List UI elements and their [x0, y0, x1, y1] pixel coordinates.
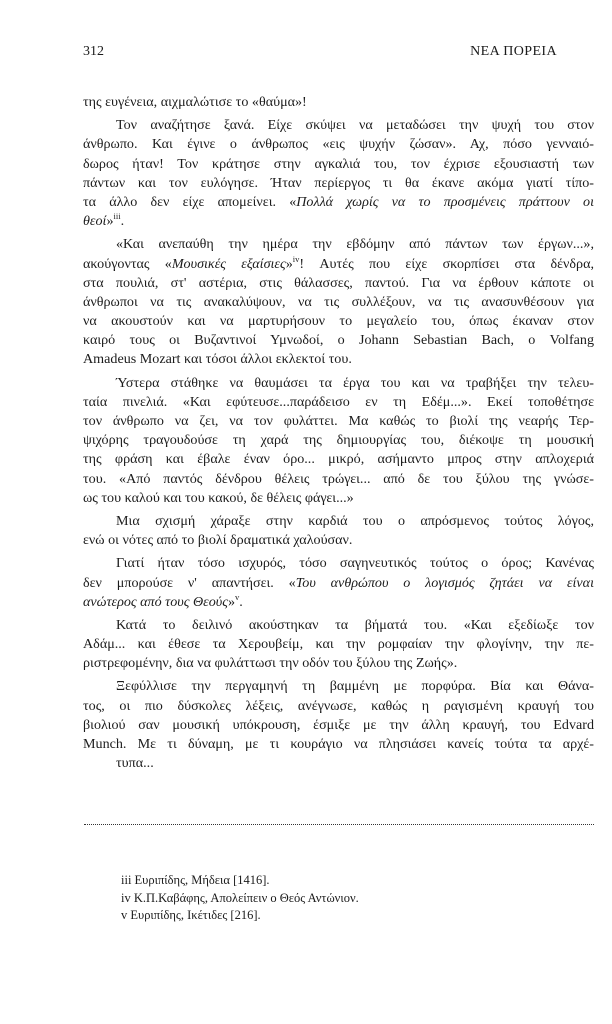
footnote-iv: iv Κ.Π.Καβάφης, Απολείπειν ο Θεός Αντώνιον.	[121, 890, 359, 905]
italic-quote: Μουσικές εξαίσιες	[171, 255, 286, 272]
text-run: ριστρεφομένην, δια να φυλάττωσι την οδόν του ξύλου της Ζωής».	[83, 655, 458, 672]
text-run: δωρος ήταν! Τον κράτησε στην αγκαλιά του, τον έχρισε εξουσιαστή των	[83, 155, 594, 172]
text-run: τα άλλο δεν είχε απομείνει. «	[83, 193, 297, 210]
text-run: καιρό τους οι Βυζαντινοί Υμνωδοί, ο Johann Sebastian Bach, ο Volfang	[83, 332, 594, 349]
text-run: ψιχόρης τραγουδούσε τη χαρά της δημιουργίας του, διέκοψε τη μουσική	[83, 432, 594, 449]
text-line	[83, 450, 594, 469]
text-line	[83, 135, 594, 154]
text-line	[83, 193, 594, 212]
text-line	[83, 735, 594, 754]
footnote-marker: v	[234, 592, 240, 602]
text-line	[83, 716, 594, 735]
text-line	[83, 93, 594, 112]
text-line	[83, 116, 594, 135]
text-line	[83, 155, 594, 174]
italic-quote: Του ανθρώπου ο λογισμός ζητάει να είναι	[295, 574, 594, 591]
italic-quote: Πολλά χωρίς να το προσμένεις πράττουν οι	[296, 193, 594, 210]
text-line	[83, 255, 594, 274]
body-text	[83, 93, 594, 773]
text-line	[83, 374, 594, 393]
text-line	[83, 331, 594, 350]
text-run: »	[227, 593, 235, 610]
text-run: Τον αναζήτησε ξανά. Είχε σκύψει να μεταδώσει την ψυχή του στον	[116, 117, 594, 134]
text-run: «Και ανεπαύθη την ημέρα την εβδόμην από πάντων των έργων...»,	[116, 236, 594, 253]
text-line	[83, 654, 594, 673]
text-line	[83, 393, 594, 412]
text-run: »	[106, 213, 114, 230]
italic-quote: θεοί	[83, 213, 107, 230]
text-line	[83, 174, 594, 193]
text-run: Αδάμ... και έθεσε τα Χερουβείμ, και την ρομφαίαν την φλογίνην, την πε-	[83, 636, 594, 653]
text-run: Ύστερα στάθηκε να θαυμάσει τα έργα του και να τραβήξει την τελευ-	[116, 374, 594, 391]
text-run: ! Αυτές που είχε σκορπίσει στα δένδρα,	[299, 255, 594, 272]
text-line	[83, 754, 594, 773]
text-run: τος, οι πιο δύσκολες λέξεις, ανέγνωσε, καθώς η ραγισμένη κραυγή του	[83, 697, 594, 714]
text-line	[83, 697, 594, 716]
footnotes	[121, 872, 359, 925]
text-run: »	[285, 255, 293, 272]
footnote-iii: iii Ευριπίδης, Μήδεια [1416].	[121, 873, 270, 887]
text-line	[83, 512, 594, 531]
text-run: Γιατί ήταν τόσο ισχυρός, τόσο σαγηνευτικός τούτος ο όρος; Κανένας	[116, 555, 594, 572]
italic-quote: ανώτερος από τους Θεούς	[83, 593, 228, 610]
text-line	[83, 531, 594, 550]
text-run: άνθρωποι να τις ανακαλύψουν, να τις συλλέξουν, να τις ανασυνθέσουν για	[83, 293, 594, 310]
text-run: Κατά το δειλινό ακούστηκαν τα βήματά του. «Και εξεδίωξε τον	[116, 616, 594, 633]
page-number: 312	[83, 44, 104, 59]
text-line	[83, 574, 594, 593]
text-run: της φράση και έβαλε έναν όρο... μικρό, ασήμαντο μπρος στην απλοχεριά	[83, 451, 594, 468]
text-run: ενώ οι νότες από το βιολί δραματικά χαλούσαν.	[83, 532, 353, 549]
text-run: στα πουλιά, στ' αστέρια, στις θάλασσες, παντού. Για να έρθουν κάποτε οι	[83, 274, 594, 291]
text-line	[83, 635, 594, 654]
text-run: Ξεφύλλισε την περγαμηνή τη βαμμένη με πορφύρα. Βία και Θάνα-	[116, 678, 594, 695]
text-run: ως του καλού και του κακού, δε θέλεις φάγει...»	[83, 489, 354, 506]
text-run: άνθρωπο. Και έγινε ο άνθρωπος «εις ψυχήν ζώσαν». Αχ, πόσο γενναιό-	[83, 136, 594, 153]
text-line	[83, 593, 594, 612]
text-run: ακούγοντας «	[83, 255, 172, 272]
text-run: τυπα...	[116, 755, 154, 772]
text-run: ταία πινελιά. «Και εφύτευσε...παράδεισο εν τη Εδέμ...». Εκεί τοποθέτησε	[83, 393, 594, 410]
footnote-marker: iv	[292, 254, 300, 264]
text-run: του. «Από παντός δένδρου θέλεις τρώγει... από δε του ξύλου της γνώσε-	[83, 470, 594, 487]
text-line	[83, 489, 594, 508]
text-line	[83, 212, 594, 231]
text-run: βιολιού σαν μουσική υπόκρουση, έσμιξε με την άλλη κραυγή, του Edvard	[83, 716, 594, 733]
text-line	[83, 677, 594, 696]
text-line	[83, 470, 594, 489]
text-run: να ακουστούν και να μαρτυρήσουν το μεγαλείο του, όπως έκαναν στον	[83, 313, 594, 330]
text-run: .	[239, 593, 243, 610]
text-line	[83, 554, 594, 573]
text-line	[83, 293, 594, 312]
running-head: ΝΕΑ ΠΟΡΕΙΑ	[470, 44, 557, 59]
text-run: της ευγένεια, αιχμαλώτισε το «θαύμα»!	[83, 94, 307, 110]
dotted-separator	[84, 824, 594, 827]
text-line	[83, 235, 594, 254]
text-line	[83, 312, 594, 331]
footnote-marker: iii	[113, 212, 121, 222]
text-line	[83, 350, 594, 369]
text-line	[83, 274, 594, 293]
text-run: Amadeus Mozart και τόσοι άλλοι εκλεκτοί του.	[83, 351, 352, 368]
text-line	[83, 616, 594, 635]
text-run: .	[120, 213, 125, 230]
text-run: πάντων και τον ευλόγησε. Ήταν περίεργος τι θα έκανε ακόμα γιατί τίπο-	[83, 174, 594, 191]
text-run: τον άνθρωπο να ζει, να τον φυλάττει. Μα καθώς το βιολί της νεαρής Τερ-	[83, 413, 594, 429]
text-run: δεν μπορούσε ν' απαντήσει. «	[83, 574, 296, 591]
text-line	[83, 412, 594, 431]
footnote-v: v Ευριπίδης, Ικέτιδες [216].	[121, 908, 261, 922]
text-line	[83, 431, 594, 450]
text-run: Μια σχισμή χάραξε στην καρδιά του ο απρόσμενος τούτος λόγος,	[116, 512, 594, 529]
text-run: Munch. Με τι δύναμη, με τι κουράγιο να πλησιάσει κανείς τούτα τα αρχέ-	[83, 736, 594, 752]
